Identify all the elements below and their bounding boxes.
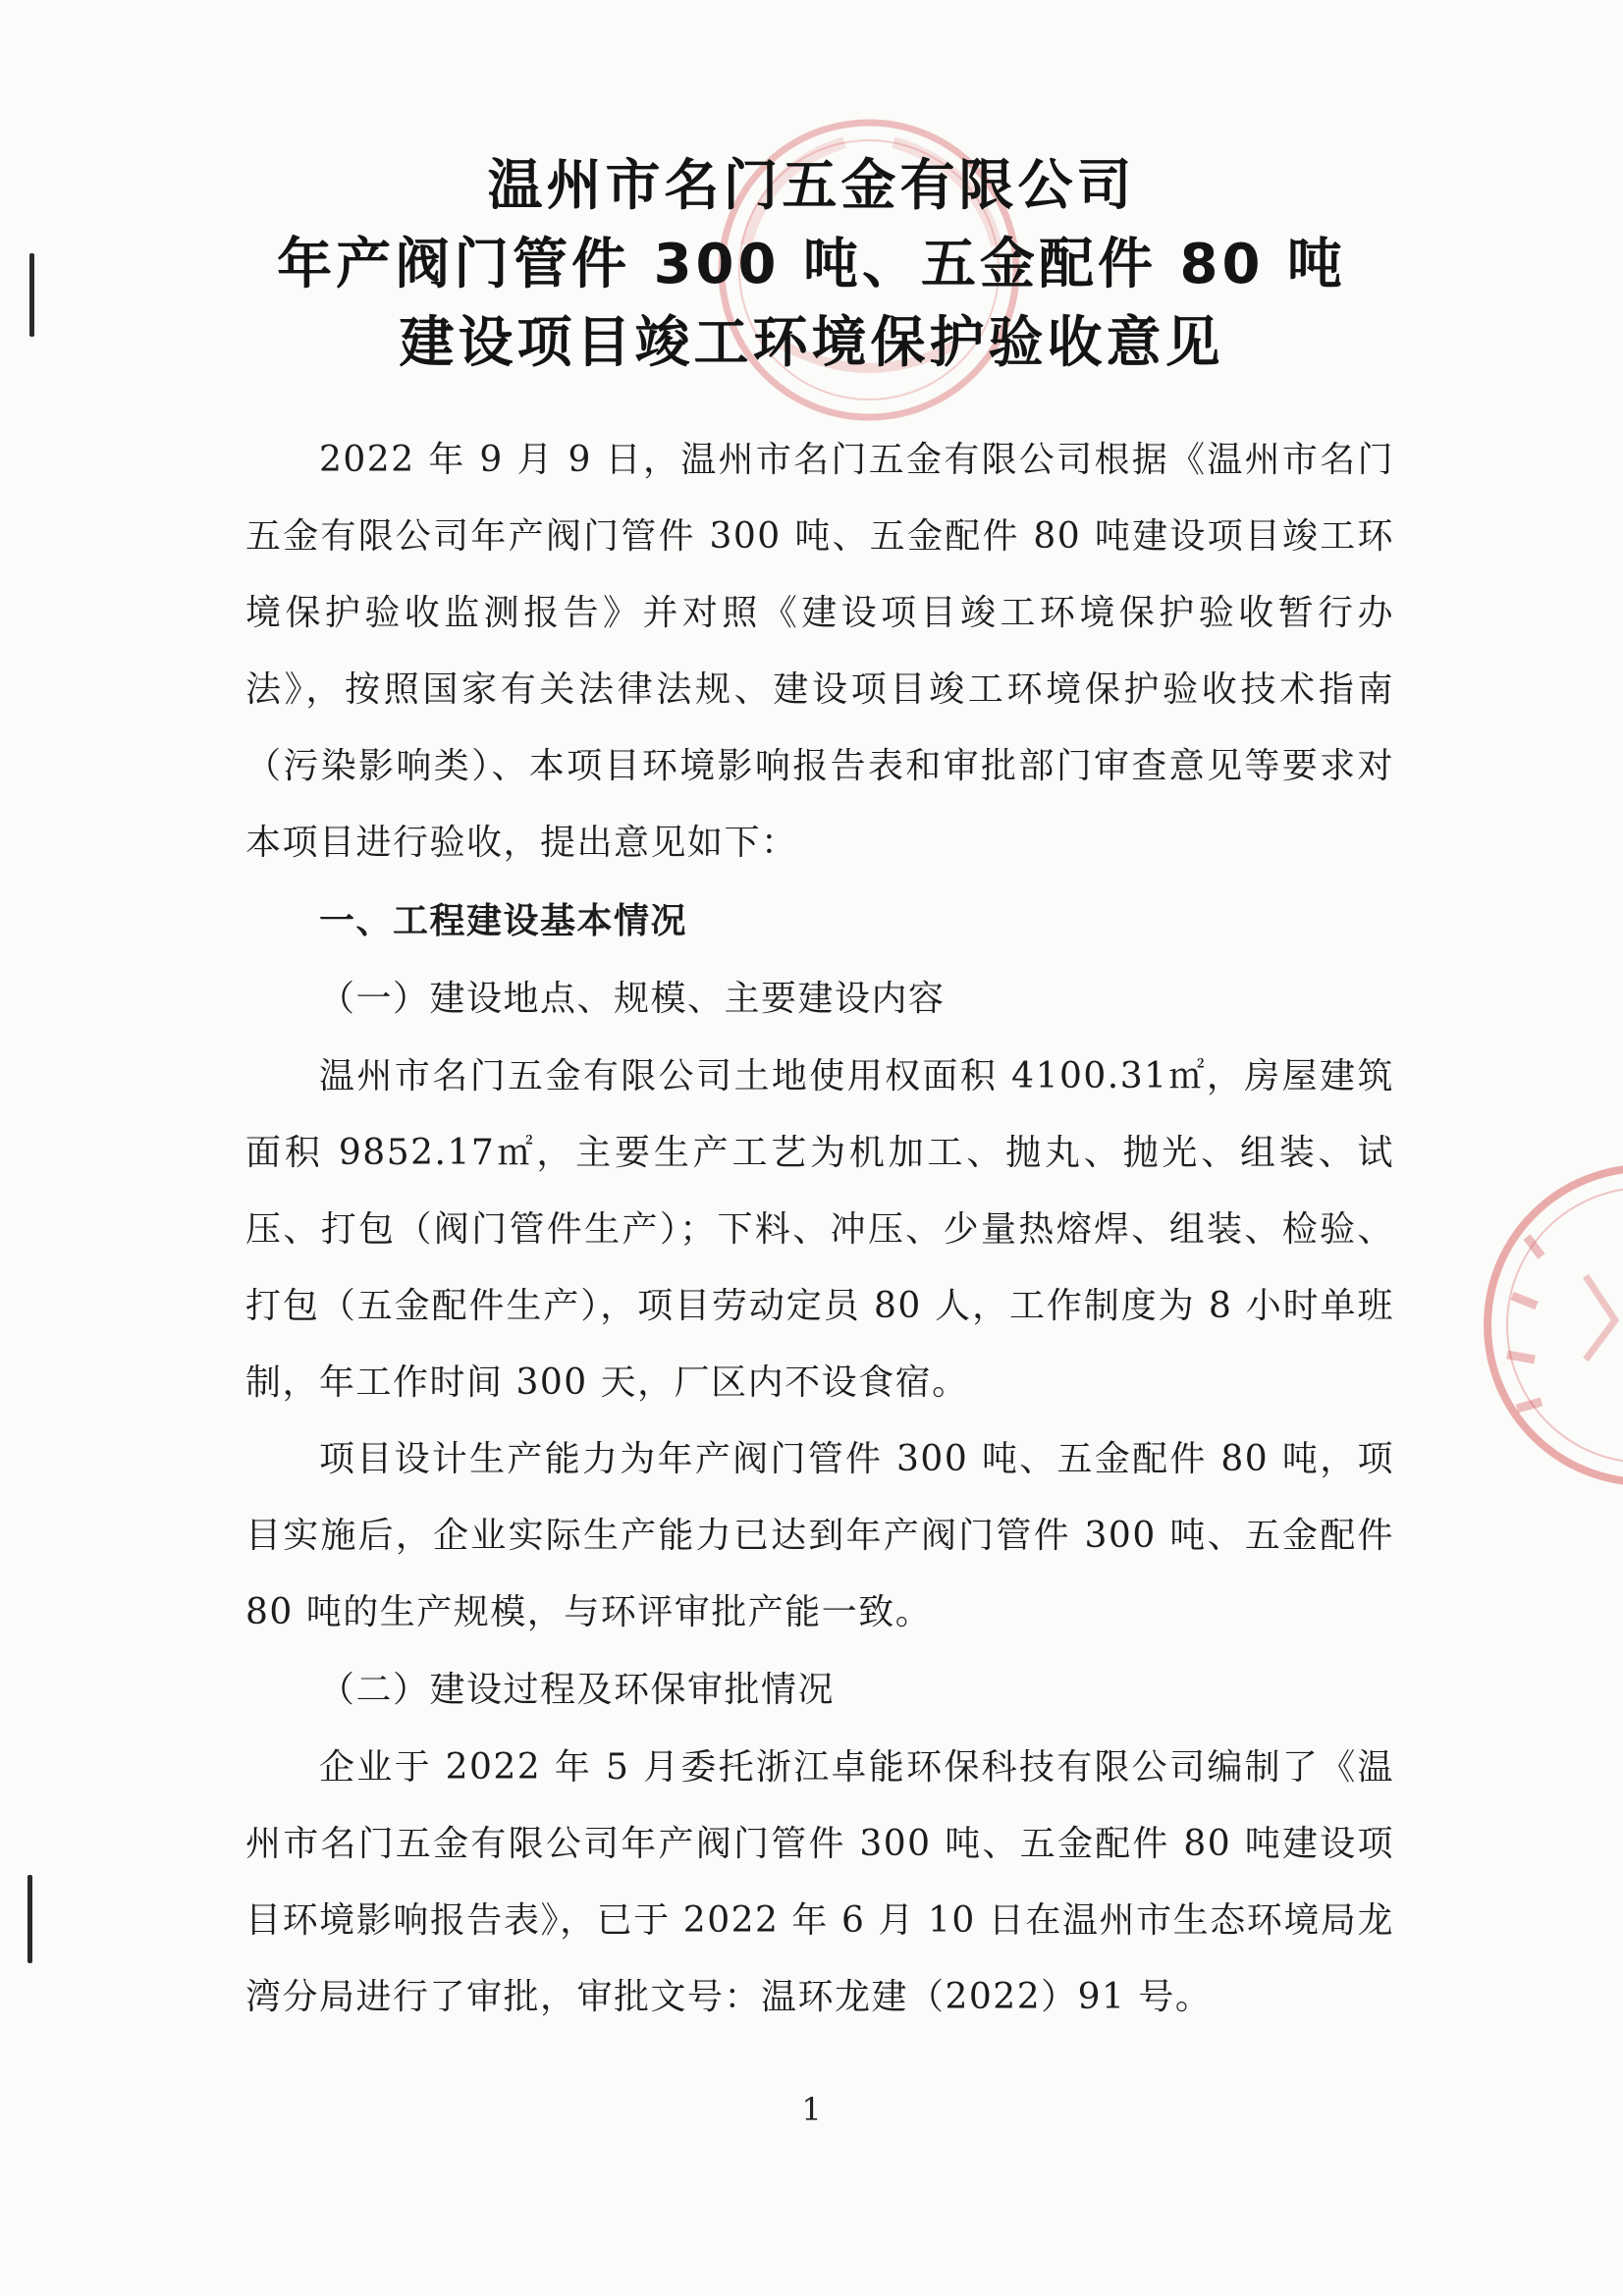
paragraph-scale: 温州市名门五金有限公司土地使用权面积 4100.31㎡，房屋建筑面积 9852.17㎡，主要生产工艺为机加工、抛丸、抛光、组装、试压、打包（阀门管件生产）；下料、冲压、少量热熔焊、组装、检验、打包（五金配件生产），项目劳动定员 80 人，工作制度为 8 小时单班制，年工作时间 300 天，厂区内不设食宿。 (245, 1056, 1394, 1403)
paragraph-capacity: 项目设计生产能力为年产阀门管件 300 吨、五金配件 80 吨，项目实施后，企业实际生产能力已达到年产阀门管件 300 吨、五金配件 80 吨的生产规模，与环评审批产能一致。 (245, 1439, 1394, 1632)
intro-paragraph: 2022 年 9 月 9 日，温州市名门五金有限公司根据《温州市名门五金有限公司年产阀门管件 300 吨、五金配件 80 吨建设项目竣工环境保护验收监测报告》并对照《建设项目竣工环境保护验收暂行办法》，按照国家有关法律法规、建设项目竣工环境保护验收技术指南（污染影响类）、本项目环境影响报告表和审批部门审查意见等要求对本项目进行验收，提出意见如下： (245, 440, 1394, 863)
edge-seal-stamp-icon (1468, 1148, 1623, 1502)
document-body (245, 422, 1394, 2036)
page-number: 1 (801, 2091, 822, 2128)
title-line-subject: 建设项目竣工环境保护验收意见 (399, 311, 1224, 375)
paragraph-approval: 企业于 2022 年 5 月委托浙江卓能环保科技有限公司编制了《温州市名门五金有限公司年产阀门管件 300 吨、五金配件 80 吨建设项目环境影响报告表》，已于 2022 年 6 月 10 日在温州市生态环境局龙湾分局进行了审批，审批文号：温环龙建（2022）91 号。 (245, 1747, 1394, 2017)
left-margin-mark-bottom (27, 1875, 32, 1963)
subsection-heading-approval: （二）建设过程及环保审批情况 (319, 1670, 836, 1710)
title-line-project: 年产阀门管件 300 吨、五金配件 80 吨 (277, 233, 1346, 296)
document-title (0, 147, 1623, 383)
title-line-company: 温州市名门五金有限公司 (487, 154, 1136, 218)
section-heading-basic-info: 一、工程建设基本情况 (319, 900, 688, 941)
subsection-heading-location-scale: （一）建设地点、规模、主要建设内容 (319, 979, 946, 1019)
